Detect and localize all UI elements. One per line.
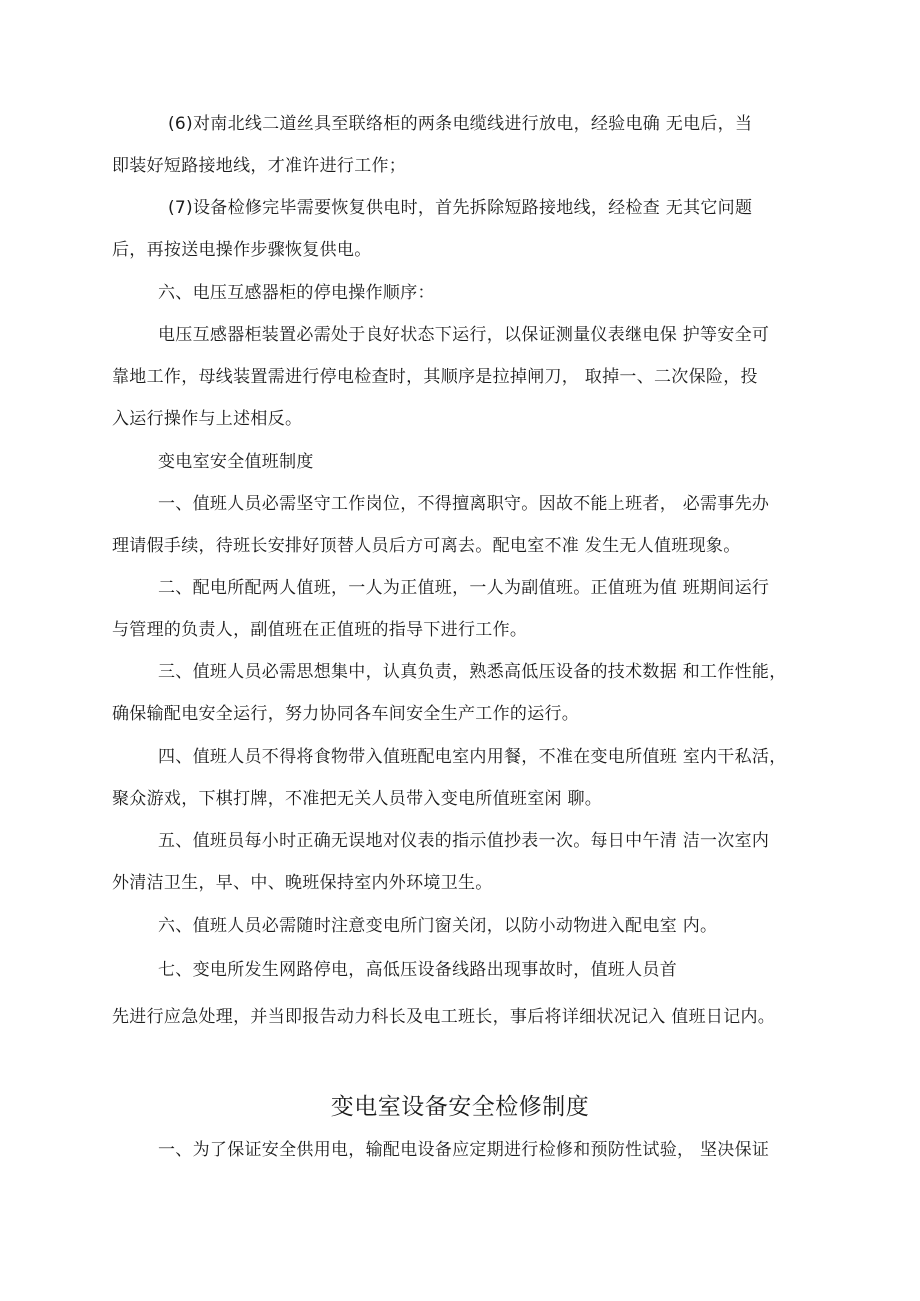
- paragraph-line: 确保输配电安全运行，努力协同各车间安全生产工作的运行。: [112, 704, 580, 724]
- section-title: 变电室设备安全检修制度: [330, 1094, 590, 1120]
- paragraph-line: 聚众游戏，下棋打牌，不准把无关人员带入变电所值班室闲 聊。: [112, 789, 603, 809]
- paragraph-line: (6)对南北线二道丝具至联络柜的两条电缆线进行放电，经验电确 无电后，当: [168, 114, 753, 134]
- paragraph-line: 入运行操作与上述相反。: [112, 409, 303, 429]
- paragraph-line: 六、值班人员必需随时注意变电所门窗关闭，以防小动物进入配电室 内。: [158, 916, 718, 936]
- paragraph-line: 四、值班人员不得将食物带入值班配电室内用餐，不准在变电所值班 室内干私活，: [158, 747, 787, 767]
- paragraph-line: 理请假手续，待班长安排好顶替人员后方可离去。配电室不准 发生无人值班现象。: [112, 536, 741, 556]
- paragraph-line: 六、电压互感器柜的停电操作顺序：: [158, 283, 435, 303]
- paragraph-line: 三、值班人员必需思想集中，认真负责，熟悉高低压设备的技术数据 和工作性能，: [158, 662, 787, 682]
- paragraph-line: 一、值班人员必需坚守工作岗位，不得擅离职守。因故不能上班者， 必需事先办: [158, 494, 770, 514]
- paragraph-line: 七、变电所发生网路停电，高低压设备线路出现事故时，值班人员首: [158, 960, 677, 980]
- paragraph-line: (7)设备检修完毕需要恢复供电时，首先拆除短路接地线，经检查 无其它问题: [168, 198, 753, 218]
- paragraph-line: 先进行应急处理，并当即报告动力科长及电工班长，事后将详细状况记入 值班日记内。: [112, 1007, 776, 1027]
- paragraph-line: 即装好短路接地线，才准许进行工作；: [112, 156, 407, 176]
- paragraph-line: 变电室安全值班制度: [158, 452, 314, 472]
- paragraph-line: 电压互感器柜装置必需处于良好状态下运行，以保证测量仪表继电保 护等安全可: [158, 325, 770, 345]
- paragraph-line: 靠地工作，母线装置需进行停电检查时，其顺序是拉掉闸刀， 取掉一、二次保险，投: [112, 367, 758, 387]
- paragraph-line: 五、值班员每小时正确无误地对仪表的指示值抄表一次。每日中午清 洁一次室内: [158, 831, 770, 851]
- paragraph-line: 外清洁卫生，早、中、晚班保持室内外环境卫生。: [112, 873, 493, 893]
- paragraph-line: 后，再按送电操作步骤恢复供电。: [112, 240, 372, 260]
- paragraph-line: 与管理的负责人，副值班在正值班的指导下进行工作。: [112, 620, 528, 640]
- paragraph-line: 二、配电所配两人值班，一人为正值班，一人为副值班。正值班为值 班期间运行: [158, 578, 770, 598]
- paragraph-line: 一、为了保证安全供用电，输配电设备应定期进行检修和预防性试验， 坚决保证: [158, 1140, 770, 1160]
